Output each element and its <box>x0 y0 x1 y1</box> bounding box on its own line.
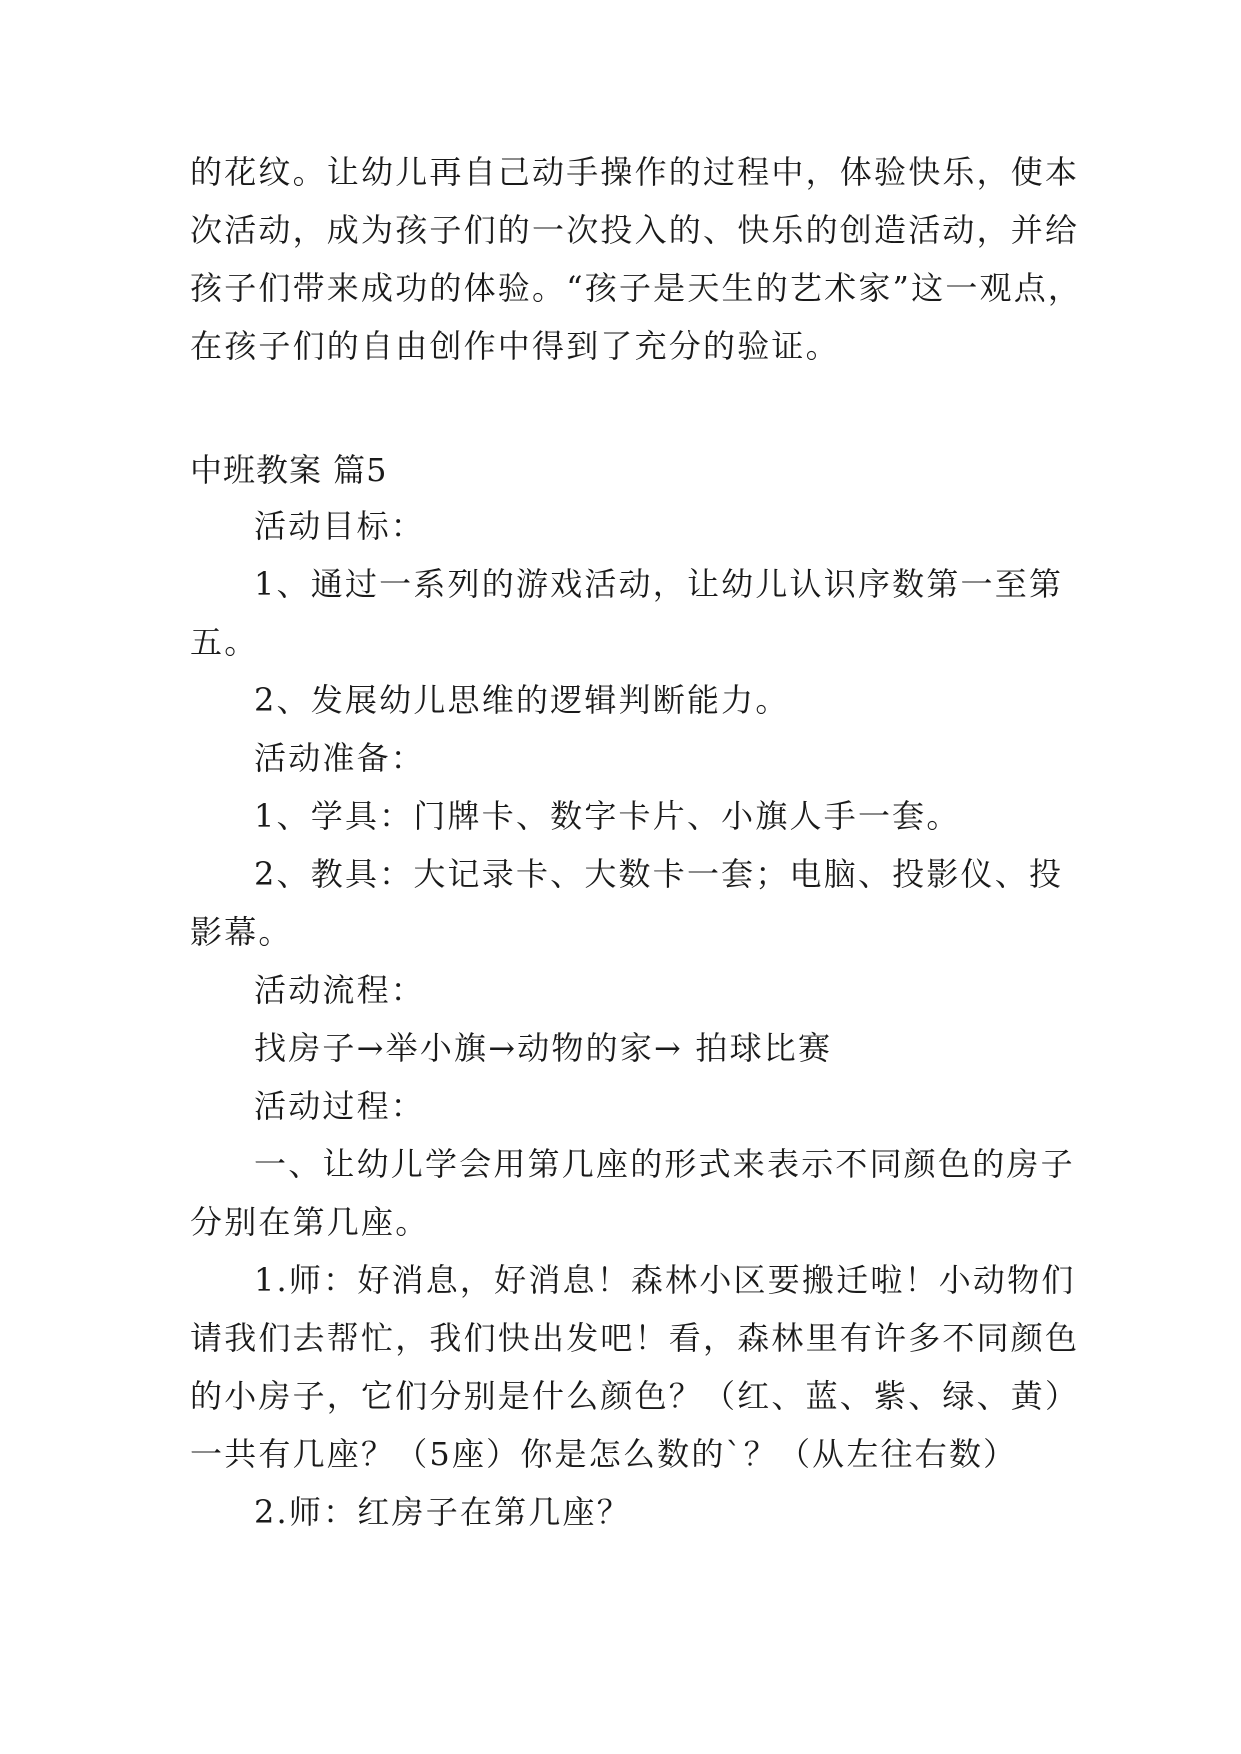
step-1-1-line-4: 一共有几座？（5座）你是怎么数的`？（从左往右数） <box>190 1435 1018 1473</box>
process-heading: 活动过程： <box>254 1087 426 1125</box>
step-1-1-line-3: 的小房子，它们分别是什么颜色？（红、蓝、紫、绿、黄） <box>190 1377 1080 1415</box>
intro-line-4: 在孩子们的自由创作中得到了充分的验证。 <box>190 327 840 365</box>
step-one-line-2: 分别在第几座。 <box>190 1203 430 1241</box>
intro-line-2: 次活动，成为孩子们的一次投入的、快乐的创造活动，并给 <box>190 211 1080 249</box>
goal-1-line-1: 1、通过一系列的游戏活动，让幼儿认识序数第一至第 <box>254 565 1064 603</box>
intro-line-1: 的花纹。让幼儿再自己动手操作的过程中，体验快乐，使本 <box>190 153 1080 191</box>
flow-heading: 活动流程： <box>254 971 426 1009</box>
prep-2-line-1: 2、教具：大记录卡、大数卡一套；电脑、投影仪、投 <box>254 855 1064 893</box>
step-one-line-1: 一、让幼儿学会用第几座的形式来表示不同颜色的房子 <box>254 1145 1075 1183</box>
goals-heading: 活动目标： <box>254 507 426 545</box>
step-1-2: 2.师：红房子在第几座？ <box>254 1493 631 1531</box>
intro-line-3: 孩子们带来成功的体验。“孩子是天生的艺术家”这一观点， <box>190 269 1083 307</box>
prep-heading: 活动准备： <box>254 739 426 777</box>
prep-2-line-2: 影幕。 <box>190 913 293 951</box>
goal-1-line-2: 五。 <box>190 623 259 661</box>
step-1-1-line-1: 1.师：好消息，好消息！森林小区要搬迁啦！小动物们 <box>254 1261 1076 1299</box>
goal-2: 2、发展幼儿思维的逻辑判断能力。 <box>254 681 790 719</box>
step-1-1-line-2: 请我们去帮忙，我们快出发吧！看，森林里有许多不同颜色 <box>190 1319 1080 1357</box>
prep-1: 1、学具：门牌卡、数字卡片、小旗人手一套。 <box>254 797 961 835</box>
section-title: 中班教案 篇5 <box>190 451 388 489</box>
flow-text: 找房子→举小旗→动物的家→ 拍球比赛 <box>254 1029 833 1067</box>
